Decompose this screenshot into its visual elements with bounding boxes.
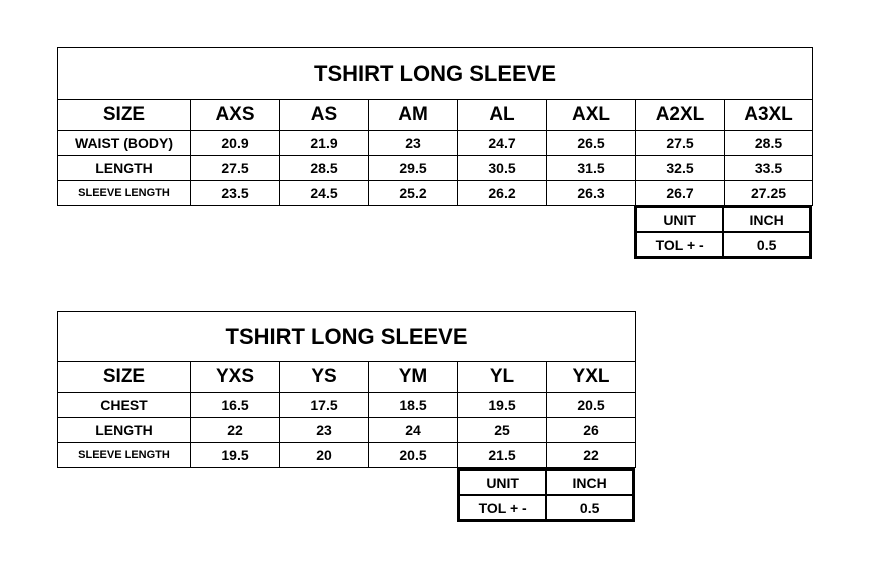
measurement-cell: 26.3 [547,181,636,206]
chart-title: TSHIRT LONG SLEEVE [58,312,636,362]
measurement-cell: 27.25 [725,181,813,206]
size-column-header: AL [458,100,547,131]
measurement-cell: 26 [547,418,636,443]
measurement-cell: 27.5 [191,156,280,181]
measurement-cell: 32.5 [636,156,725,181]
size-column-header: AXL [547,100,636,131]
size-column-header: YXS [191,362,280,393]
size-column-header: AS [280,100,369,131]
measurement-cell: 20.9 [191,131,280,156]
tolerance-label: TOL + - [636,232,723,257]
size-column-header: A2XL [636,100,725,131]
table-row [58,418,636,443]
size-table [57,47,813,206]
tolerance-label: TOL + - [459,495,546,520]
row-label: LENGTH [58,156,191,181]
measurement-cell: 28.5 [280,156,369,181]
size-header: SIZE [58,362,191,393]
row-label: CHEST [58,393,191,418]
size-column-header: YXL [547,362,636,393]
measurement-cell: 28.5 [725,131,813,156]
unit-tolerance-box [457,468,635,522]
measurement-cell: 23 [369,131,458,156]
measurement-cell: 18.5 [369,393,458,418]
measurement-cell: 19.5 [191,443,280,468]
measurement-cell: 24.7 [458,131,547,156]
measurement-cell: 20 [280,443,369,468]
measurement-cell: 26.5 [547,131,636,156]
measurement-cell: 22 [547,443,636,468]
measurement-cell: 26.7 [636,181,725,206]
measurement-cell: 25.2 [369,181,458,206]
measurement-cell: 30.5 [458,156,547,181]
measurement-cell: 19.5 [458,393,547,418]
chart-title: TSHIRT LONG SLEEVE [58,48,813,100]
measurement-cell: 21.5 [458,443,547,468]
size-chart-youth [57,311,636,468]
tolerance-value: 0.5 [723,232,810,257]
measurement-cell: 33.5 [725,156,813,181]
unit-value: INCH [546,470,633,495]
measurement-cell: 23 [280,418,369,443]
size-column-header: YS [280,362,369,393]
size-column-header: YM [369,362,458,393]
measurement-cell: 21.9 [280,131,369,156]
measurement-cell: 17.5 [280,393,369,418]
unit-value: INCH [723,207,810,232]
row-label: SLEEVE LENGTH [58,443,191,468]
size-column-header: AXS [191,100,280,131]
tolerance-value: 0.5 [546,495,633,520]
measurement-cell: 23.5 [191,181,280,206]
measurement-cell: 16.5 [191,393,280,418]
size-column-header: A3XL [725,100,813,131]
size-header: SIZE [58,100,191,131]
row-label: LENGTH [58,418,191,443]
unit-label: UNIT [636,207,723,232]
table-row [58,443,636,468]
measurement-cell: 22 [191,418,280,443]
table-row [58,393,636,418]
table-row [58,131,813,156]
row-label: WAIST (BODY) [58,131,191,156]
measurement-cell: 27.5 [636,131,725,156]
measurement-cell: 20.5 [547,393,636,418]
measurement-cell: 26.2 [458,181,547,206]
measurement-cell: 20.5 [369,443,458,468]
table-row [58,181,813,206]
size-chart-adult [57,47,813,206]
measurement-cell: 25 [458,418,547,443]
size-table [57,311,636,468]
unit-label: UNIT [459,470,546,495]
table-row [58,156,813,181]
unit-tolerance-box [634,205,812,259]
measurement-cell: 31.5 [547,156,636,181]
measurement-cell: 24 [369,418,458,443]
size-column-header: YL [458,362,547,393]
size-column-header: AM [369,100,458,131]
measurement-cell: 24.5 [280,181,369,206]
row-label: SLEEVE LENGTH [58,181,191,206]
measurement-cell: 29.5 [369,156,458,181]
